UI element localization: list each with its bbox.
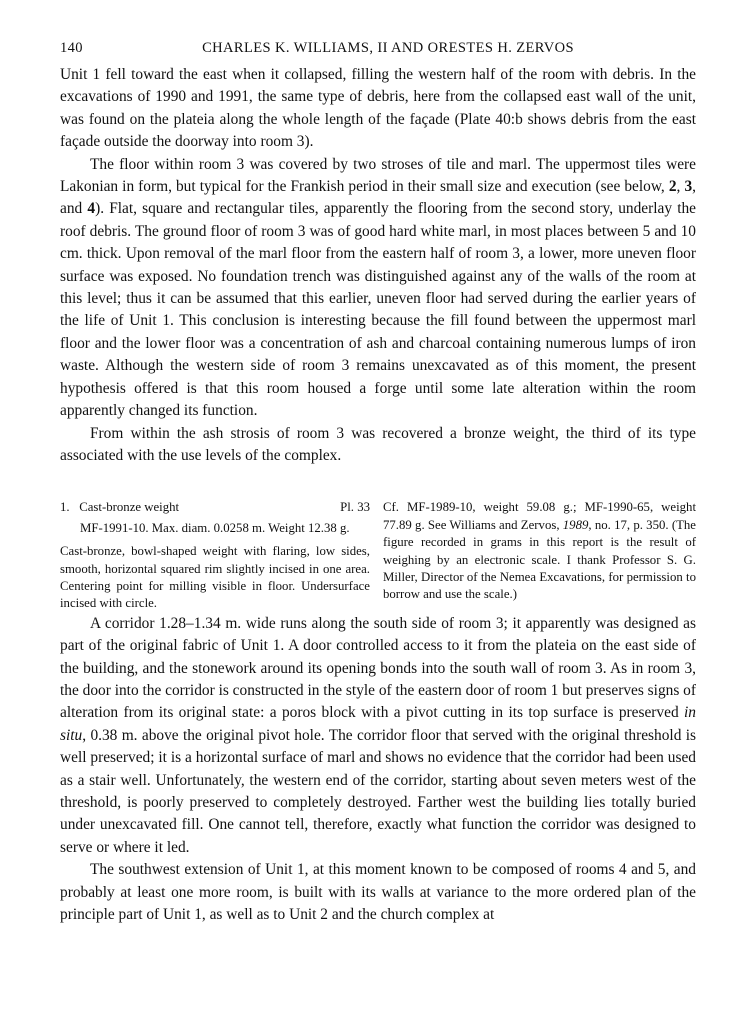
running-head: CHARLES K. WILLIAMS, II AND ORESTES H. ZERVOS — [202, 40, 574, 56]
catalogue-comment: Cf. MF-1989-10, weight 59.08 g.; MF-1990-65, weight 77.89 g. See Williams and Zervos, 1989, no. 17, p. 350. (The figure recorded in grams in this report is the result of weighing by an electronic scale. I thank Professor S. G. Miller, Director of the Nemea Excavations, for permission to borrow and use the scale.) — [383, 500, 696, 602]
paragraph-room3-floor: The floor within room 3 was covered by two stroses of tile and marl. The uppermost tiles were Lakonian in form, but typical for the Frankish period in their small size and execution (see below, 2, 3, and 4). Flat, square and rectangular tiles, apparently the flooring from the second story, underlay the roof debris. The ground floor of room 3 was of good hard white marl, in most places between 5 and 10 cm. thick. Upon removal of the marl floor from the eastern half of room 3, a lower, more uneven floor surface was exposed. No foundation trench was distinguished against any of the walls of the room at this level; thus it can be assumed that this earlier, uneven floor had served during the earlier years of the life of Unit 1. This conclusion is interesting because the fill found between the uppermost marl floor and the lower floor was a concentration of ash and charcoal containing numerous lumps of iron waste. Although the western side of room 3 remains unexcavated as of this moment, the present hypothesis offered is that this room housed a forge until some late alteration within the room apparently changed its function. — [60, 155, 697, 420]
paragraph-unit1-collapse: Unit 1 fell toward the east when it collapsed, filling the western half of the room with debris. In the excavations of 1990 and 1991, the same type of debris, here from the collapsed east wall of the unit, was found on the plateia along the whole length of the façade (Plate 40:b shows debris from the east façade outside the doorway into room 3). — [60, 66, 696, 151]
catalogue-title: Cast-bronze weight — [79, 500, 180, 515]
catalogue-plate: Pl. 33 — [340, 500, 370, 515]
catalogue-reference: MF-1991-10. Max. diam. 0.0258 m. Weight 12.38 g. — [80, 520, 350, 535]
catalogue-left-column — [60, 499, 370, 612]
page — [60, 40, 696, 926]
paragraph-southwest-extension: The southwest extension of Unit 1, at this moment known to be composed of rooms 4 and 5, and probably at least one more room, is built with its walls at variance to the more ordered plan of the principle part of Unit 1, as well as to Unit 2 and the church complex at — [60, 861, 696, 924]
running-header — [60, 40, 696, 64]
catalogue-description: Cast-bronze, bowl-shaped weight with flaring, low sides, smooth, horizontal squared rim slightly incised in one area. Centering point for milling visible in floor. Undersurface incised with circle. — [60, 544, 370, 611]
catalogue-number: 1. — [60, 500, 70, 515]
catalogue-entry — [60, 499, 696, 612]
catalogue-heading — [60, 499, 370, 516]
paragraph-bronze-weight: From within the ash strosis of room 3 was recovered a bronze weight, the third of its type associated with the use levels of the complex. — [60, 424, 696, 464]
page-number: 140 — [60, 40, 83, 56]
paragraph-corridor: A corridor 1.28–1.34 m. wide runs along the south side of room 3; it apparently was designed as part of the original fabric of Unit 1. A door controlled access to it from the plateia on the east side of the building, and the stonework around its opening bonds into the south wall of room 3. As in room 3, the door into the corridor is constructed in the style of the eastern door of room 1 but preserves signs of alteration from its original state: a poros block with a pivot cutting in its top surface is preserved in situ, 0.38 m. above the original pivot hole. The corridor floor that served with the original threshold is well preserved; it is a horizontal surface of marl and shows no evidence that the corridor had been used as a stair well. Unfortunately, the western end of the corridor, starting about seven meters west of the threshold, is poorly preserved to completely destroyed. Farther west the building lies totally buried under unexcavated fill. One cannot tell, therefore, exactly what function the corridor was designed to serve or where it led. — [60, 614, 696, 856]
